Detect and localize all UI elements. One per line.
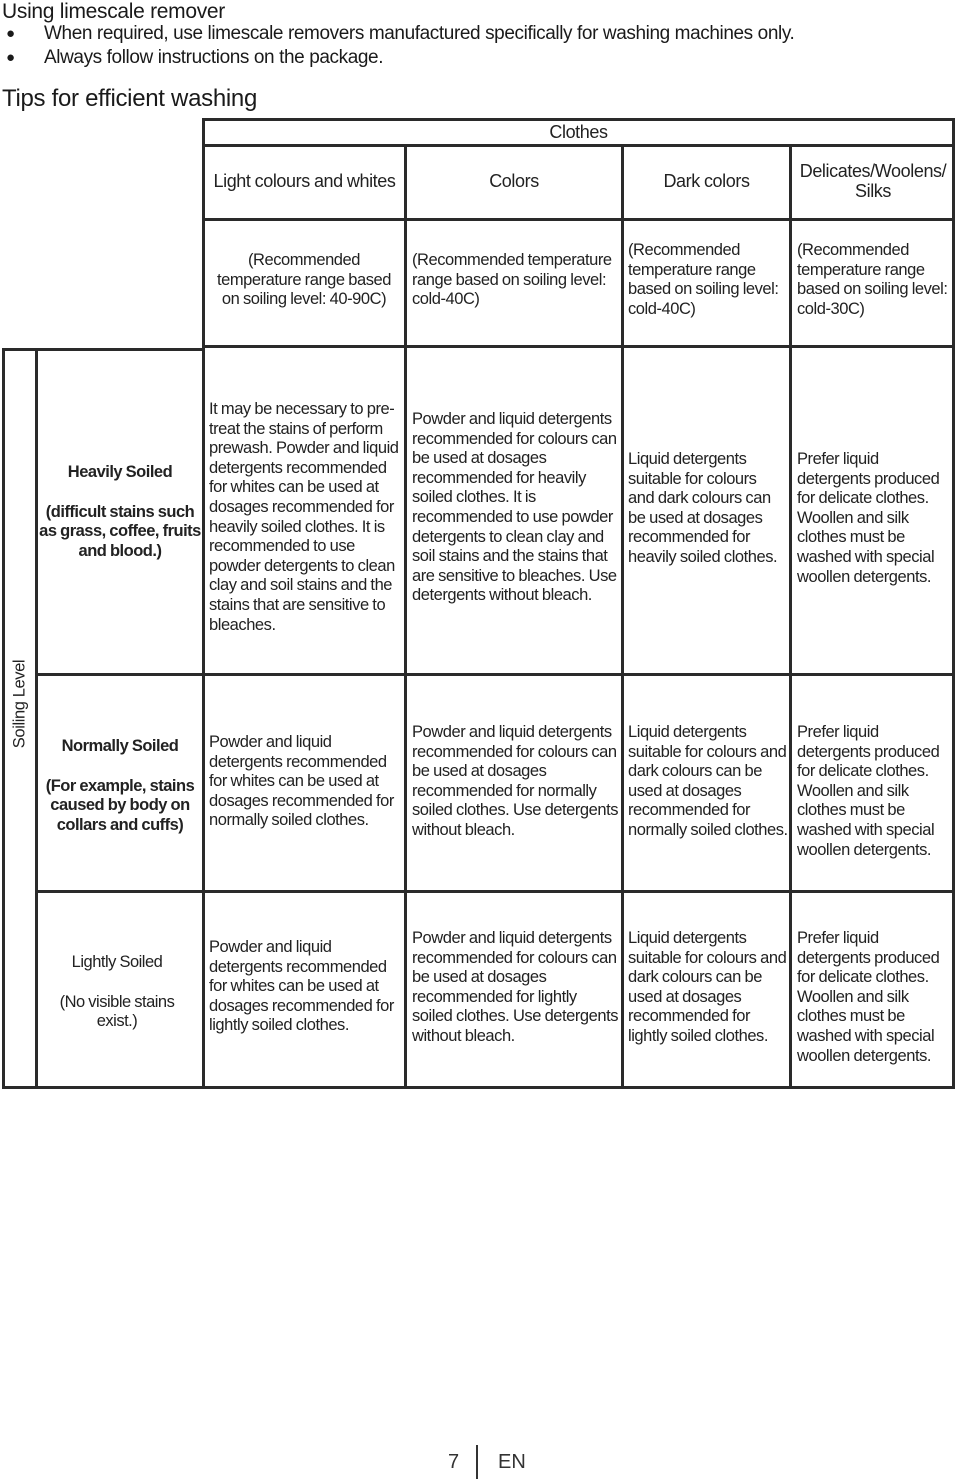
section-title-tips: Tips for efficient washing: [2, 85, 257, 112]
table-cell: Powder and liquid detergents recommended for whites can be used at dosages recommended for normally soiled clothes.: [209, 733, 394, 830]
bullet-dot-icon: ●: [6, 49, 15, 66]
table-cell: Liquid detergents suitable for colours and dark colours can be used at dosages recommended for heavily soiled clothes.: [628, 450, 778, 566]
limescale-bullet-list: [4, 22, 794, 70]
section-title-limescale: Using limescale remover: [2, 0, 226, 23]
table-cell: Powder and liquid detergents recommended for colours can be used at dosages recommended for normally soiled clothes. Use detergents without bleach.: [412, 723, 619, 839]
table-rule: [202, 144, 954, 147]
table-rule: [789, 144, 792, 1089]
bullet-text: When required, use limescale removers manufactured specifically for washing machines only.: [44, 23, 795, 44]
table-rule: [2, 1086, 954, 1089]
column-header-delicates: Delicates/Woolens/ Silks: [799, 161, 947, 201]
table-cell: Powder and liquid detergents recommended for colours can be used at dosages recommended for lightly soiled clothes. Use detergents without bleach.: [412, 929, 619, 1045]
table-rule: [404, 144, 407, 1089]
row-label-title: Heavily Soiled: [67, 463, 173, 481]
row-label-normally-soiled: [38, 737, 202, 835]
footer-language: EN: [498, 1451, 526, 1473]
table-rule: [202, 345, 954, 348]
table-header-clothes: Clothes: [549, 122, 608, 142]
table-cell: Prefer liquid detergents produced for delicate clothes. Woollen and silk clothes must be washed with special woollen detergents.: [797, 929, 940, 1065]
table-rule: [36, 673, 954, 676]
column-header-light-whites: Light colours and whites: [213, 171, 396, 191]
page-number: 7: [448, 1451, 460, 1473]
row-label-title: Lightly Soiled: [71, 953, 163, 971]
side-header-soiling-level: Soiling Level: [10, 659, 29, 749]
table-rule: [952, 118, 955, 1089]
temperature-cell: (Recommended temperature range based on soiling level: 40-90C): [217, 251, 391, 309]
row-label-example: (No visible stains exist.): [59, 992, 175, 1031]
row-label-title: Normally Soiled: [61, 737, 179, 755]
table-rule: [36, 890, 954, 893]
bullet-text: Always follow instructions on the package.: [44, 47, 384, 68]
bullet-item: [4, 22, 794, 46]
table-rule: [621, 144, 624, 1089]
table-rule: [2, 348, 5, 1089]
table-rule: [202, 118, 954, 121]
bullet-dot-icon: ●: [6, 25, 15, 42]
row-label-example: (For example, stains caused by body on collars and cuffs): [45, 776, 195, 834]
table-cell: Liquid detergents suitable for colours and dark colours can be used at dosages recommended for lightly soiled clothes.: [628, 929, 787, 1045]
table-rule: [202, 118, 205, 1089]
temperature-cell: (Recommended temperature range based on soiling level: cold-40C): [628, 241, 779, 318]
row-label-example: (difficult stains such as grass, coffee, fruits and blood.): [39, 502, 201, 560]
table-cell: Powder and liquid detergents recommended for whites can be used at dosages recommended for lightly soiled clothes.: [209, 938, 394, 1035]
table-cell: It may be necessary to pre-treat the stains of perform prewash. Powder and liquid detergents recommended for whites can be used at dosages recommended for heavily soiled clothes. It is recommended to use powder detergents to clean clay and soil stains and the stains that are sensitive to bleaches.: [209, 400, 399, 634]
temperature-cell: (Recommended temperature range based on soiling level: cold-30C): [797, 241, 948, 318]
bullet-item: [4, 46, 794, 70]
table-cell: Prefer liquid detergents produced for delicate clothes. Woollen and silk clothes must be washed with special woollen detergents.: [797, 450, 940, 586]
table-rule: [202, 218, 954, 221]
temperature-cell: (Recommended temperature range based on soiling level: cold-40C): [412, 251, 612, 309]
table-cell: Prefer liquid detergents produced for delicate clothes. Woollen and silk clothes must be washed with special woollen detergents.: [797, 723, 940, 859]
footer-divider: [476, 1445, 478, 1479]
table-cell: Powder and liquid detergents recommended for colours can be used at dosages recommended for heavily soiled clothes. It is recommended to use powder detergents to clean clay and soil stains and the stains that are sensitive to bleaches. Use detergents without bleach.: [412, 410, 617, 605]
column-header-dark-colors: Dark colors: [663, 171, 750, 191]
row-label-heavily-soiled: [38, 463, 202, 561]
table-rule: [35, 348, 38, 1089]
table-rule: [2, 348, 203, 351]
row-label-lightly-soiled: [44, 953, 190, 1032]
table-cell: Liquid detergents suitable for colours and dark colours can be used at dosages recommended for normally soiled clothes.: [628, 723, 788, 839]
column-header-colors: Colors: [489, 171, 539, 191]
